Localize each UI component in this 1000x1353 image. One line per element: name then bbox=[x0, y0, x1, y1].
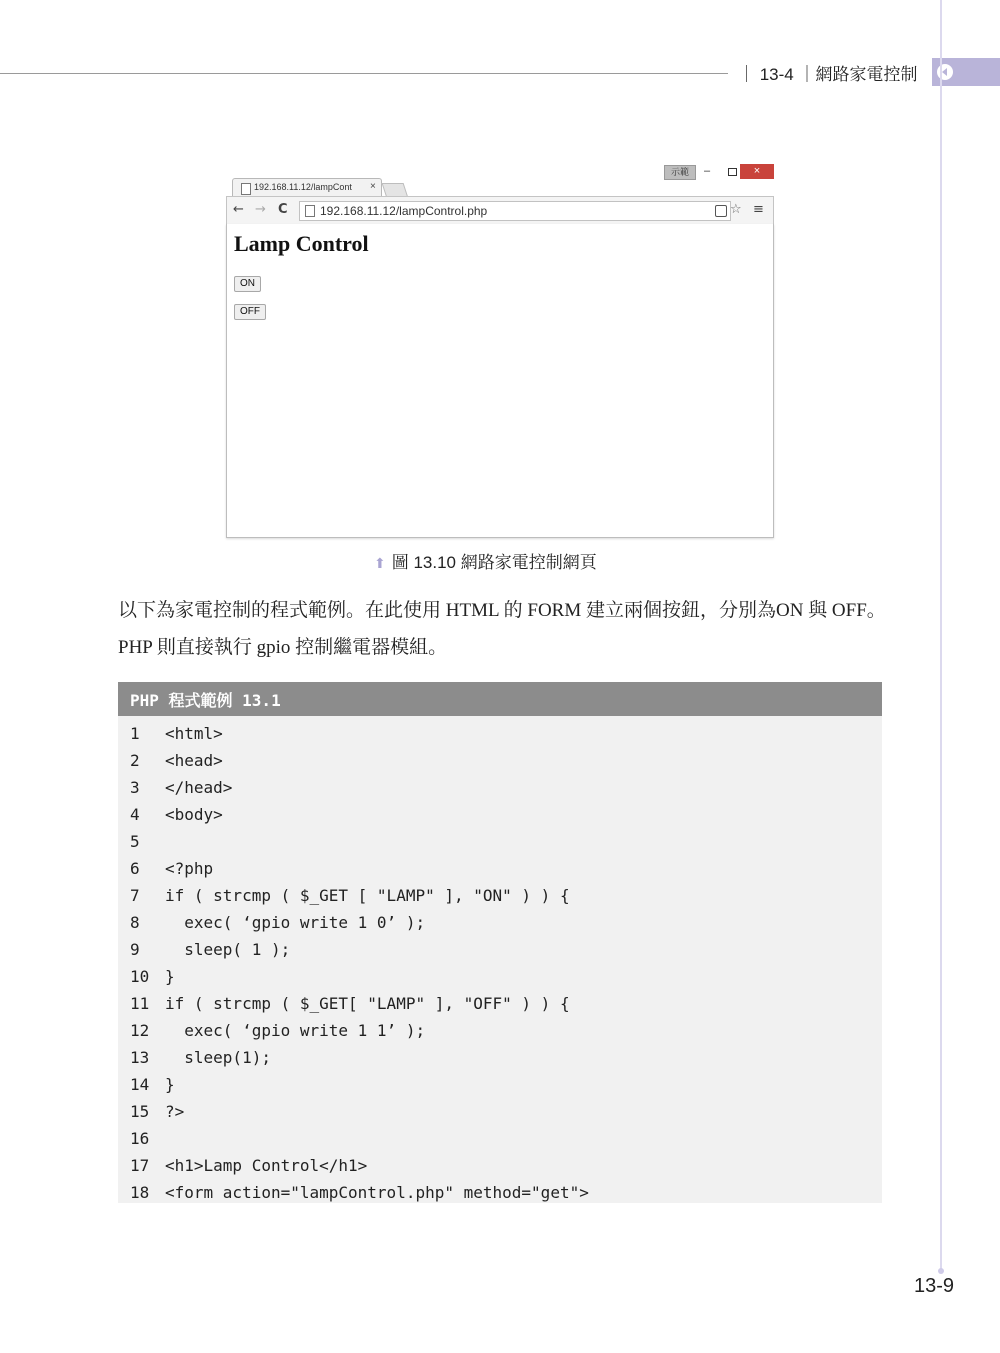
line-number: 18 bbox=[130, 1183, 150, 1202]
code-line bbox=[130, 909, 589, 936]
line-code: <html> bbox=[165, 724, 223, 743]
line-number: 7 bbox=[130, 886, 140, 905]
minimize-button[interactable]: – bbox=[704, 165, 711, 177]
code-listing-title: PHP 程式範例 13.1 bbox=[130, 691, 281, 710]
code-line bbox=[130, 1098, 589, 1125]
line-number: 12 bbox=[130, 1021, 150, 1040]
line-number: 10 bbox=[130, 967, 150, 986]
bookmark-star-icon[interactable]: ☆ bbox=[730, 202, 742, 217]
page-heading: Lamp Control bbox=[234, 231, 369, 256]
code-line bbox=[130, 720, 589, 747]
line-code: </head> bbox=[165, 778, 233, 797]
margin-rule bbox=[940, 0, 942, 1272]
url-text: 192.168.11.12/lampControl.php bbox=[320, 204, 488, 218]
code-line bbox=[130, 882, 589, 909]
code-line bbox=[130, 801, 589, 828]
line-code: sleep(1); bbox=[165, 1048, 271, 1067]
window-close-button[interactable]: × bbox=[740, 164, 774, 179]
forward-icon[interactable]: → bbox=[255, 202, 266, 217]
line-code: } bbox=[165, 967, 175, 986]
code-line bbox=[130, 1044, 589, 1071]
page-icon bbox=[305, 205, 315, 217]
address-bar[interactable] bbox=[299, 201, 742, 221]
line-number: 9 bbox=[130, 940, 140, 959]
browser-tab[interactable] bbox=[232, 178, 382, 198]
tab-title: 192.168.11.12/lampCont bbox=[254, 182, 352, 192]
body-paragraph: 以下為家電控制的程式範例。在此使用 HTML 的 FORM 建立兩個按鈕，分別為ON 與 OFF。PHP 則直接執行 gpio 控制繼電器模組。 bbox=[118, 600, 886, 658]
header-rule bbox=[0, 73, 728, 74]
code-lines bbox=[130, 720, 589, 1206]
line-code: ?> bbox=[165, 1102, 185, 1121]
line-number: 8 bbox=[130, 913, 140, 932]
line-number: 4 bbox=[130, 805, 140, 824]
code-line bbox=[130, 936, 589, 963]
code-line bbox=[130, 855, 589, 882]
page-number: 13-9 bbox=[914, 1275, 955, 1297]
line-code: <form action="lampControl.php" method="get"> bbox=[165, 1183, 589, 1202]
extension-icon[interactable] bbox=[715, 205, 727, 217]
code-line bbox=[130, 1071, 589, 1098]
code-listing bbox=[118, 682, 882, 1203]
code-line bbox=[130, 828, 589, 855]
line-code: <body> bbox=[165, 805, 223, 824]
maximize-button[interactable] bbox=[728, 168, 737, 176]
code-line bbox=[130, 1179, 589, 1206]
code-line bbox=[130, 963, 589, 990]
browser-toolbar bbox=[226, 196, 774, 226]
line-number: 17 bbox=[130, 1156, 150, 1175]
line-code: exec( ‘gpio write 1 0’ ); bbox=[165, 913, 426, 932]
line-number: 11 bbox=[130, 994, 150, 1013]
code-line bbox=[130, 774, 589, 801]
ime-indicator: 示範 bbox=[664, 165, 696, 180]
code-line bbox=[130, 990, 589, 1017]
code-line bbox=[130, 1152, 589, 1179]
line-code: } bbox=[165, 1075, 175, 1094]
section-title: ｜ 13-4 ｜網路家電控制 bbox=[738, 65, 918, 84]
line-number: 1 bbox=[130, 724, 140, 743]
code-listing-header bbox=[118, 682, 882, 716]
line-code: if ( strcmp ( $_GET[ "LAMP" ], "OFF" ) ) { bbox=[165, 994, 570, 1013]
margin-rule-dot bbox=[938, 1268, 944, 1274]
code-line bbox=[130, 1017, 589, 1044]
browser-screenshot bbox=[226, 164, 774, 538]
browser-viewport bbox=[226, 224, 774, 538]
line-number: 13 bbox=[130, 1048, 150, 1067]
tab-close-icon[interactable]: × bbox=[370, 181, 376, 192]
code-line bbox=[130, 747, 589, 774]
line-code: sleep( 1 ); bbox=[165, 940, 291, 959]
line-code: exec( ‘gpio write 1 1’ ); bbox=[165, 1021, 426, 1040]
line-number: 3 bbox=[130, 778, 140, 797]
line-code: <?php bbox=[165, 859, 214, 878]
reload-icon[interactable]: C bbox=[278, 202, 288, 217]
window-titlebar bbox=[226, 164, 774, 196]
line-number: 5 bbox=[130, 832, 140, 851]
line-number: 14 bbox=[130, 1075, 150, 1094]
line-code: <h1>Lamp Control</h1> bbox=[165, 1156, 368, 1175]
line-number: 6 bbox=[130, 859, 140, 878]
up-arrow-icon: ⬆ bbox=[374, 555, 386, 571]
line-number: 16 bbox=[130, 1129, 150, 1148]
figure-caption bbox=[374, 548, 597, 573]
back-icon[interactable]: ← bbox=[233, 202, 244, 217]
line-number: 2 bbox=[130, 751, 140, 770]
caption-text: 圖 13.10 網路家電控制網頁 bbox=[391, 553, 597, 572]
on-button[interactable]: ON bbox=[234, 276, 261, 292]
menu-icon[interactable]: ≡ bbox=[753, 202, 764, 217]
off-button[interactable]: OFF bbox=[234, 304, 266, 320]
line-code: if ( strcmp ( $_GET [ "LAMP" ], "ON" ) ) { bbox=[165, 886, 570, 905]
line-code: <head> bbox=[165, 751, 223, 770]
line-number: 15 bbox=[130, 1102, 150, 1121]
code-line bbox=[130, 1125, 589, 1152]
page-icon bbox=[241, 183, 251, 195]
